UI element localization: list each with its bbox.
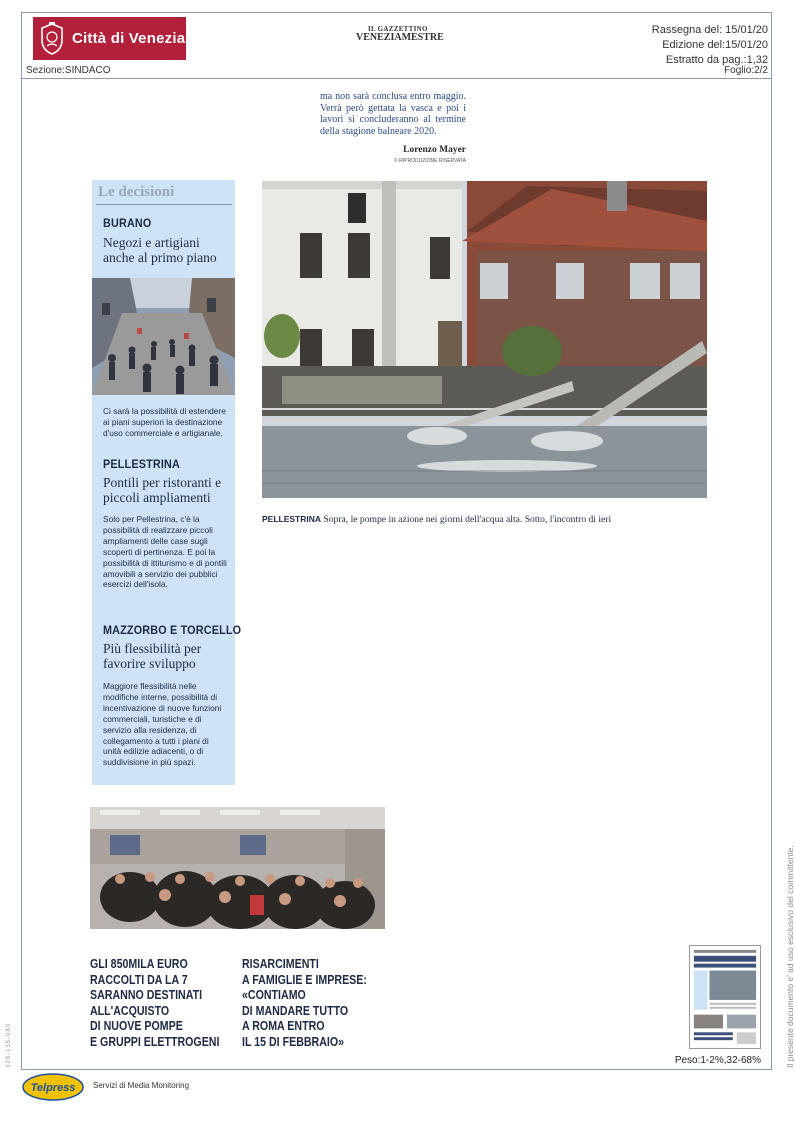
headline-left: [90, 956, 219, 1050]
rassegna-date: Rassegna del: 15/01/20: [651, 24, 768, 36]
headline-right-line: RISARCIMENTI: [242, 956, 319, 971]
headline-left-line: RACCOLTI DA LA 7: [90, 971, 188, 987]
photo-caption: [262, 514, 712, 525]
section-text-pellestrina: Solo per Pellestrina, c'è la possibilità di realizzare piccoli ampliamenti delle case sugli scoperti di pertinenza. E poi la possibilità di ittiturismo e di pontili amovibili a servizio dei pubblici esercizi dell'isola.: [103, 514, 227, 590]
section-subtitle-mazzorbo-torcello: Più flessibilità per favorire sviluppo: [103, 641, 202, 671]
telpress-logo: [22, 1073, 84, 1101]
section-text-burano: Ci sarà la possibilità di estendere ai piani superiori la destinazione d'uso commerciale e artigianale.: [103, 406, 226, 438]
copyright-note: © RIPRODUZIONE RISERVATA: [394, 158, 466, 164]
weight-percentage: Peso:1-2%,32-68%: [674, 1055, 761, 1066]
masthead-line1: IL GAZZETTINO: [368, 25, 428, 33]
headline-left-line: ALL'ACQUISTO: [90, 1002, 170, 1018]
sidebar-title: Le decisioni: [98, 184, 175, 200]
section-heading-pellestrina: PELLESTRINA: [103, 457, 180, 471]
edizione-date: Edizione del:15/01/20: [662, 39, 768, 51]
headline-right-line: DI MANDARE TUTTO: [242, 1002, 349, 1018]
section-text-mazzorbo-torcello: Maggiore flessibilità nelle modifiche interne, possibilità di incentivazione di nuove funzioni commerciali, turistiche e di servizio alla residenza, di collegamento a tutti i piani di unità edilizie adiacenti, o di suddivisione in più spazi.: [103, 681, 222, 768]
headline-right-line: A ROMA ENTRO: [242, 1018, 325, 1034]
headline-left-line: GLI 850MILA EURO: [90, 956, 188, 971]
document-code: 328-135-080: [6, 1022, 12, 1068]
section-heading-mazzorbo-torcello: MAZZORBO E TORCELLO: [103, 623, 242, 637]
section-subtitle-pellestrina: Pontili per ristoranti e piccoli ampliamenti: [103, 475, 222, 505]
headline-left-line: DI NUOVE POMPE: [90, 1018, 183, 1034]
press-review-info: [652, 23, 768, 68]
venice-crest-icon: [38, 22, 66, 56]
pellestrina-pumps-photo: [262, 181, 707, 498]
headline-right-line: IL 15 DI FEBBRAIO»: [242, 1033, 345, 1049]
newspaper-masthead: [356, 24, 446, 46]
article-continuation-text: ma non sarà conclusa entro maggio. Verrà però gettata la vasca e poi i lavori si concluderanno al termine della stagione balneare 2020.: [320, 91, 466, 137]
estratto-pages: Estratto da pag.:1,32: [665, 54, 768, 66]
burano-street-photo: [92, 278, 235, 395]
headline-right: [242, 956, 367, 1050]
telpress-logo-text: Telpress: [30, 1082, 76, 1094]
author-byline: Lorenzo Mayer: [403, 145, 466, 155]
sheet-number: Foglio:2/2: [724, 65, 768, 76]
headline-left-line: E GRUPPI ELETTROGENI: [90, 1033, 220, 1049]
section-heading-burano: BURANO: [103, 216, 152, 230]
logo-text: Città di Venezia: [72, 30, 186, 47]
section-label: Sezione:SINDACO: [26, 65, 111, 76]
sidebar-title-rule: [96, 204, 232, 205]
headline-right-line: «CONTIAMO: [242, 987, 306, 1003]
section-subtitle-burano: Negozi e artigiani anche al primo piano: [103, 235, 217, 265]
caption-place: PELLESTRINA: [262, 514, 322, 524]
header-divider: [21, 78, 772, 79]
citta-di-venezia-logo: [33, 17, 186, 60]
usage-disclaimer: Il presente documento e' ad uso esclusivo del committente.: [785, 845, 795, 1068]
caption-text: Sopra, le pompe in azione nei giorni dell'acqua alta. Sotto, l'incontro di ieri: [321, 514, 612, 525]
media-monitoring-label: Servizi di Media Monitoring: [93, 1081, 190, 1090]
headline-left-line: SARANNO DESTINATI: [90, 987, 203, 1003]
page-thumbnail: [689, 945, 761, 1049]
masthead-line2: VENEZIAMESTRE: [356, 32, 444, 43]
meeting-photo: [90, 807, 385, 929]
headline-right-line: A FAMIGLIE E IMPRESE:: [242, 971, 367, 987]
